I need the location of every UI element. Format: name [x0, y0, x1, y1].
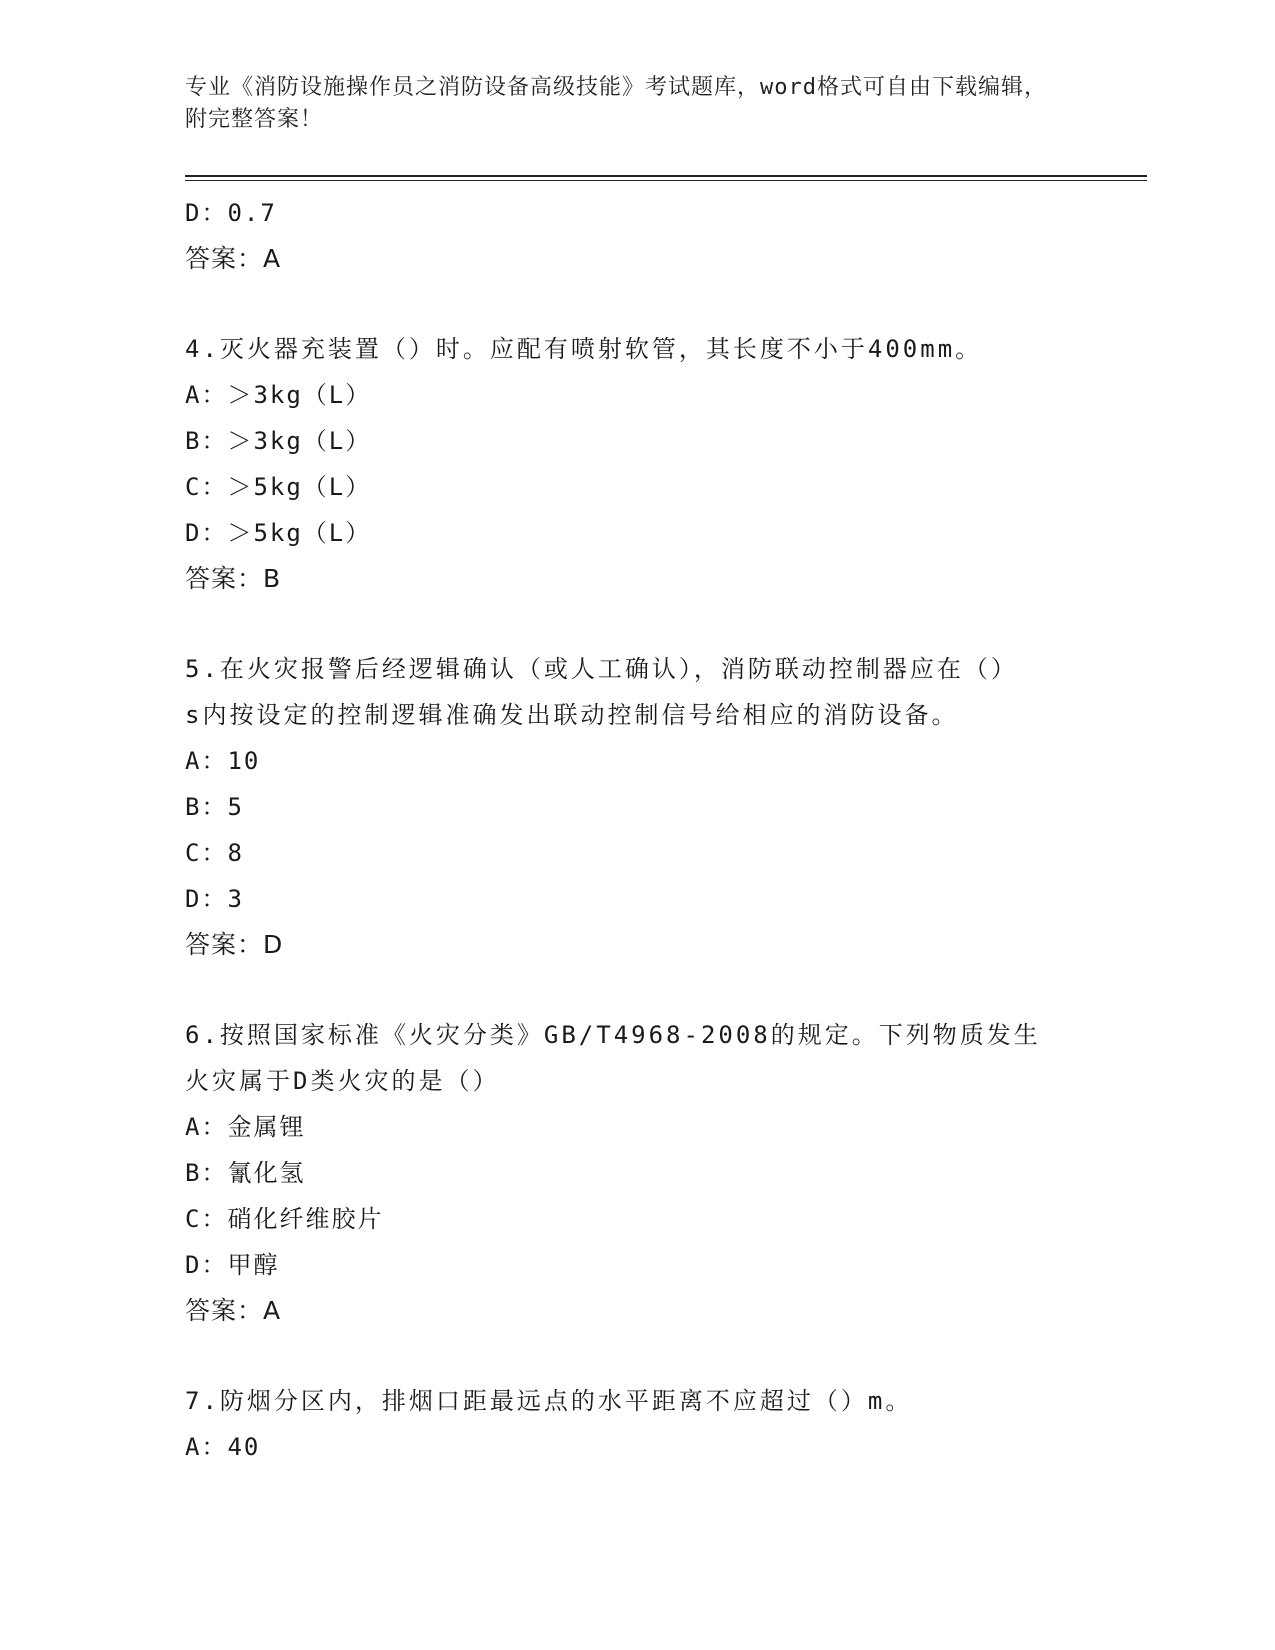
- question-7: [185, 1378, 1085, 1470]
- option-c: C：硝化纤维胶片: [185, 1205, 384, 1233]
- prev-question-tail: [185, 190, 1085, 282]
- answer-label: 答案：D: [185, 930, 284, 959]
- option-d: D：0.7: [185, 199, 277, 227]
- question-stem: 5.在火灾报警后经逻辑确认（或人工确认），消防联动控制器应在（）s内按设定的控制逻辑准确发出联动控制信号给相应的消防设备。: [185, 655, 1018, 729]
- document-header: [185, 72, 1065, 136]
- option-a: A：＞3kg（L）: [185, 381, 372, 409]
- question-stem: 4.灭火器充装置（）时。应配有喷射软管，其长度不小于400mm。: [185, 335, 983, 363]
- option-d: D：＞5kg（L）: [185, 519, 372, 547]
- question-content: [185, 190, 1085, 1470]
- question-stem: 7.防烟分区内，排烟口距最远点的水平距离不应超过（）m。: [185, 1387, 913, 1415]
- option-d: D：3: [185, 885, 244, 913]
- option-a: A：10: [185, 747, 261, 775]
- answer-label: 答案：A: [185, 1296, 282, 1325]
- option-a: A：40: [185, 1433, 261, 1461]
- option-b: B：5: [185, 793, 244, 821]
- option-b: B：＞3kg（L）: [185, 427, 372, 455]
- header-title: 专业《消防设施操作员之消防设备高级技能》考试题库，word格式可自由下载编辑，附完整答案！: [185, 75, 1047, 132]
- header-rule-thick: [185, 175, 1147, 177]
- question-stem: 6.按照国家标准《火灾分类》GB/T4968-2008的规定。下列物质发生火灾属于D类火灾的是（）: [185, 1021, 1041, 1095]
- option-c: C：＞5kg（L）: [185, 473, 372, 501]
- option-a: A：金属锂: [185, 1113, 306, 1141]
- option-d: D：甲醇: [185, 1251, 280, 1279]
- question-5: [185, 646, 1085, 968]
- answer-label: 答案：A: [185, 244, 282, 273]
- header-rule-thin: [185, 180, 1147, 181]
- answer-label: 答案：B: [185, 564, 282, 593]
- option-c: C：8: [185, 839, 244, 867]
- option-b: B：氰化氢: [185, 1159, 306, 1187]
- question-6: [185, 1012, 1085, 1334]
- question-4: [185, 326, 1085, 602]
